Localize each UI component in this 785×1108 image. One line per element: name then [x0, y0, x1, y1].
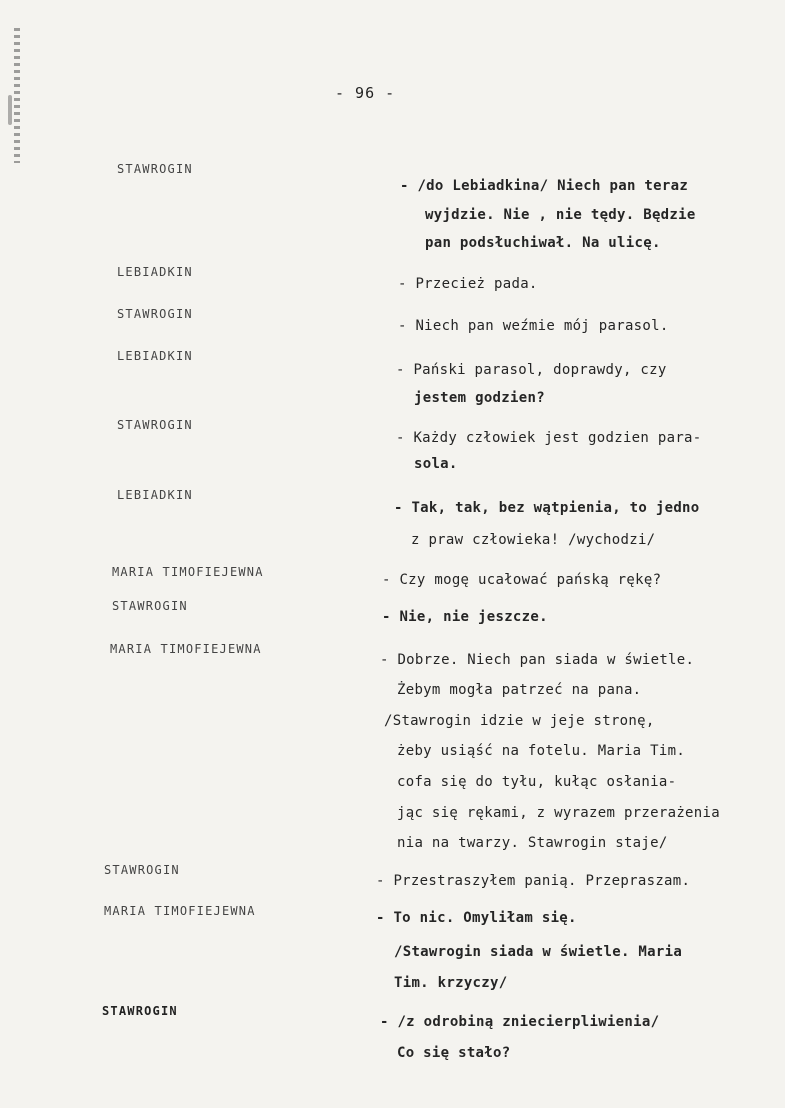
dialogue-line: wyjdzie. Nie , nie tędy. Będzie	[425, 207, 696, 223]
dialogue-line: Żebym mogła patrzeć na pana.	[397, 682, 642, 698]
dialogue-line: - Czy mogę ucałować pańską rękę?	[382, 572, 662, 588]
speaker-name: LEBIADKIN	[117, 265, 193, 279]
dialogue-line: z praw człowieka! /wychodzi/	[411, 532, 656, 548]
speaker-name: STAWROGIN	[104, 863, 180, 877]
dialogue-line: nia na twarzy. Stawrogin staje/	[397, 835, 668, 851]
dialogue-line: - Niech pan weźmie mój parasol.	[398, 318, 669, 334]
speaker-name: STAWROGIN	[112, 599, 188, 613]
page-number: - 96 -	[335, 84, 396, 102]
dialogue-line: - To nic. Omyliłam się.	[376, 910, 577, 926]
dialogue-line: pan podsłuchiwał. Na ulicę.	[425, 235, 661, 251]
dialogue-line: cofa się do tyłu, kułąc osłania-	[397, 774, 677, 790]
dialogue-line: - Przecież pada.	[398, 276, 538, 292]
dialogue-line: - Przestraszyłem panią. Przepraszam.	[376, 873, 691, 889]
dialogue-line: - Pański parasol, doprawdy, czy	[396, 362, 667, 378]
dialogue-line: - Nie, nie jeszcze.	[382, 609, 548, 625]
dialogue-line: - Każdy człowiek jest godzien para-	[396, 430, 702, 446]
speaker-name: MARIA TIMOFIEJEWNA	[104, 904, 256, 918]
dialogue-line: /Stawrogin siada w świetle. Maria	[394, 944, 683, 960]
dialogue-line: - /do Lebiadkina/ Niech pan teraz	[400, 178, 689, 194]
dialogue-line: - Tak, tak, bez wątpienia, to jedno	[394, 500, 700, 516]
binding-mark	[8, 95, 12, 125]
speaker-name: MARIA TIMOFIEJEWNA	[110, 642, 262, 656]
dialogue-line: jestem godzien?	[414, 390, 545, 406]
speaker-name: LEBIADKIN	[117, 488, 193, 502]
speaker-name: STAWROGIN	[102, 1004, 178, 1018]
dialogue-line: /Stawrogin idzie w jeje stronę,	[384, 713, 655, 729]
binding-holes	[14, 28, 20, 163]
dialogue-line: Co się stało?	[397, 1045, 511, 1061]
speaker-name: STAWROGIN	[117, 307, 193, 321]
dialogue-line: sola.	[414, 456, 458, 472]
speaker-name: LEBIADKIN	[117, 349, 193, 363]
dialogue-line: - /z odrobiną zniecierpliwienia/	[380, 1014, 660, 1030]
speaker-name: STAWROGIN	[117, 162, 193, 176]
speaker-name: STAWROGIN	[117, 418, 193, 432]
dialogue-line: Tim. krzyczy/	[394, 975, 508, 991]
dialogue-line: jąc się rękami, z wyrazem przerażenia	[397, 805, 720, 821]
speaker-name: MARIA TIMOFIEJEWNA	[112, 565, 264, 579]
dialogue-line: - Dobrze. Niech pan siada w świetle.	[380, 652, 695, 668]
dialogue-line: żeby usiąść na fotelu. Maria Tim.	[397, 743, 686, 759]
